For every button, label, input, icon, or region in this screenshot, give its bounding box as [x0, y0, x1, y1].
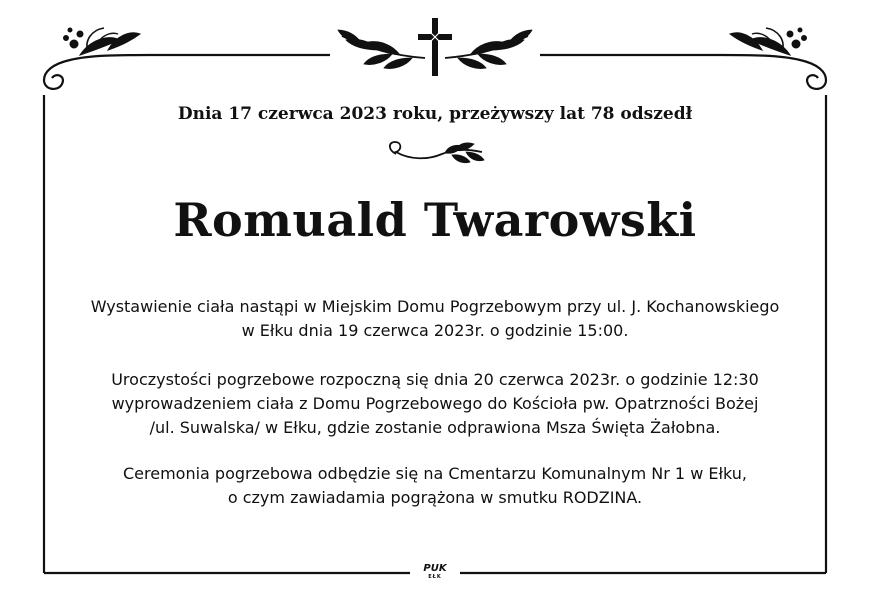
viewing-paragraph [44, 295, 826, 343]
cross-with-branches-icon [338, 18, 532, 76]
logo-sub-text: EŁK [428, 574, 442, 580]
paragraph-line: Wystawienie ciała nastąpi w Miejskim Domu Pogrzebowym przy ul. J. Kochanowskiego [90, 297, 780, 316]
ceremony-paragraph [44, 368, 826, 440]
company-logo [412, 563, 458, 583]
paragraph-line: o czym zawiadamia pogrążona w smutku RODZINA. [227, 488, 643, 507]
burial-paragraph [44, 462, 826, 510]
paragraph-line: Ceremonia pogrzebowa odbędzie się na Cmentarzu Komunalnym Nr 1 w Ełku, [122, 464, 748, 483]
leaf-swirl-icon [390, 142, 484, 163]
paragraph-line: /ul. Suwalska/ w Ełku, gdzie zostanie odprawiona Msza Święta Żałobna. [149, 418, 721, 437]
floral-flourish-icon [44, 28, 150, 89]
logo-main-text: PUK [423, 563, 447, 574]
paragraph-line: wyprowadzeniem ciała z Domu Pogrzebowego do Kościoła pw. Opatrzności Bożej [111, 394, 759, 413]
death-date-intro: Dnia 17 czerwca 2023 roku, przeżywszy lat 78 odszedł [177, 104, 693, 124]
paragraph-line: Uroczystości pogrzebowe rozpoczną się dnia 20 czerwca 2023r. o godzinie 12:30 [111, 370, 759, 389]
paragraph-line: w Ełku dnia 19 czerwca 2023r. o godzinie 15:00. [241, 321, 629, 340]
deceased-name: Romuald Twarowski [173, 193, 697, 247]
floral-flourish-icon [720, 28, 826, 89]
